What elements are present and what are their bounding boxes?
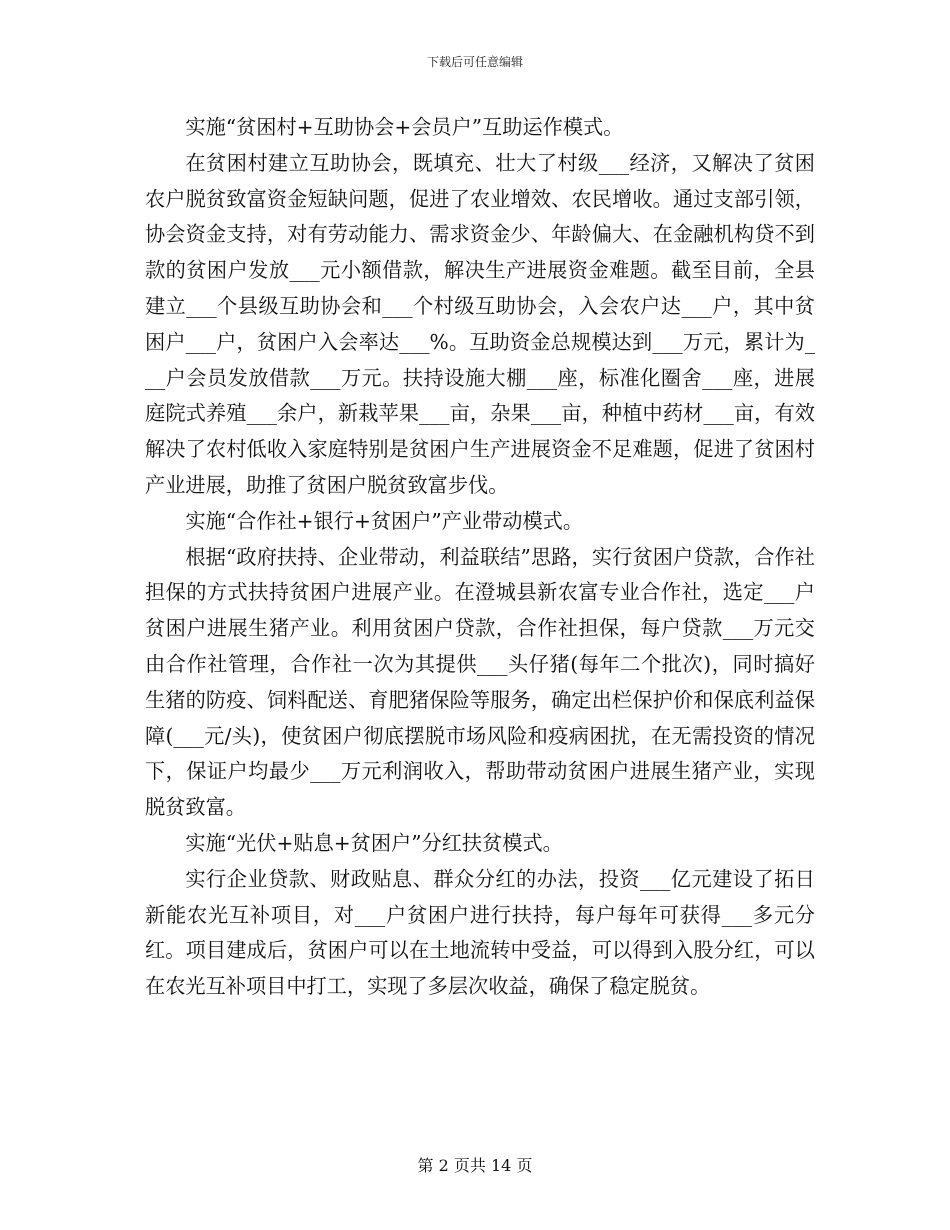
paragraph: 根据“政府扶持、企业带动，利益联结”思路，实行贫困户贷款，合作社担保的方式扶持贫困户进展产业。在澄城县新农富专业合作社，选定___户贫困户进展生猪产业。利用贫困户贷款，合作社担保，每户贷款___万元交由合作社管理，合作社一次为其提供___头仔猪(每年二个批次)，同时搞好生猪的防疫、饲料配送、育肥猪保险等服务，确定出栏保护价和保底利益保障(___元/头)，使贫困户彻底摆脱市场风险和疫病困扰，在无需投资的情况下，保证户均最少___万元利润收入，帮助带动贫困户进展生猪产业，实现脱贫致富。 <box>145 544 815 820</box>
document-body <box>145 110 815 1005</box>
paragraph: 实行企业贷款、财政贴息、群众分红的办法，投资___亿元建设了拓日新能农光互补项目，对___户贫困户进行扶持，每户每年可获得___多元分红。项目建成后，贫困户可以在土地流转中受益，可以得到入股分红，可以在农光互补项目中打工，实现了多层次收益，确保了稳定脱贫。 <box>145 866 815 999</box>
paragraph-heading-1: 实施“贫困村+互助协会+会员户”互助运作模式。 <box>185 115 624 139</box>
paragraph: 在贫困村建立互助协会，既填充、壮大了村级___经济，又解决了贫困农户脱贫致富资金短缺问题，促进了农业增效、农民增收。通过支部引领，协会资金支持，对有劳动能力、需求资金少、年龄偏大、在金融机构贷不到款的贫困户发放___元小额借款，解决生产进展资金难题。截至目前，全县建立___个县级互助协会和___个村级互助协会，入会农户达___户，其中贫困户___户，贫困户入会率达___%。互助资金总规模达到___万元，累计为___户会员发放借款___万元。扶持设施大棚___座，标准化圈舍___座，进展庭院式养殖___余户，新栽苹果___亩，杂果___亩，种植中药材___亩，有效解决了农村低收入家庭特别是贫困户生产进展资金不足难题，促进了贫困村产业进展，助推了贫困户脱贫致富步伐。 <box>145 150 815 497</box>
paragraph-heading-3: 实施“光伏+贴息+贫困户”分红扶贫模式。 <box>185 830 563 855</box>
page-header: 下载后可任意编辑 <box>426 55 523 69</box>
page-footer: 第 2 页共 14 页 <box>417 1156 533 1175</box>
paragraph-heading-2: 实施“合作社+银行+贫困户”产业带动模式。 <box>185 508 584 533</box>
